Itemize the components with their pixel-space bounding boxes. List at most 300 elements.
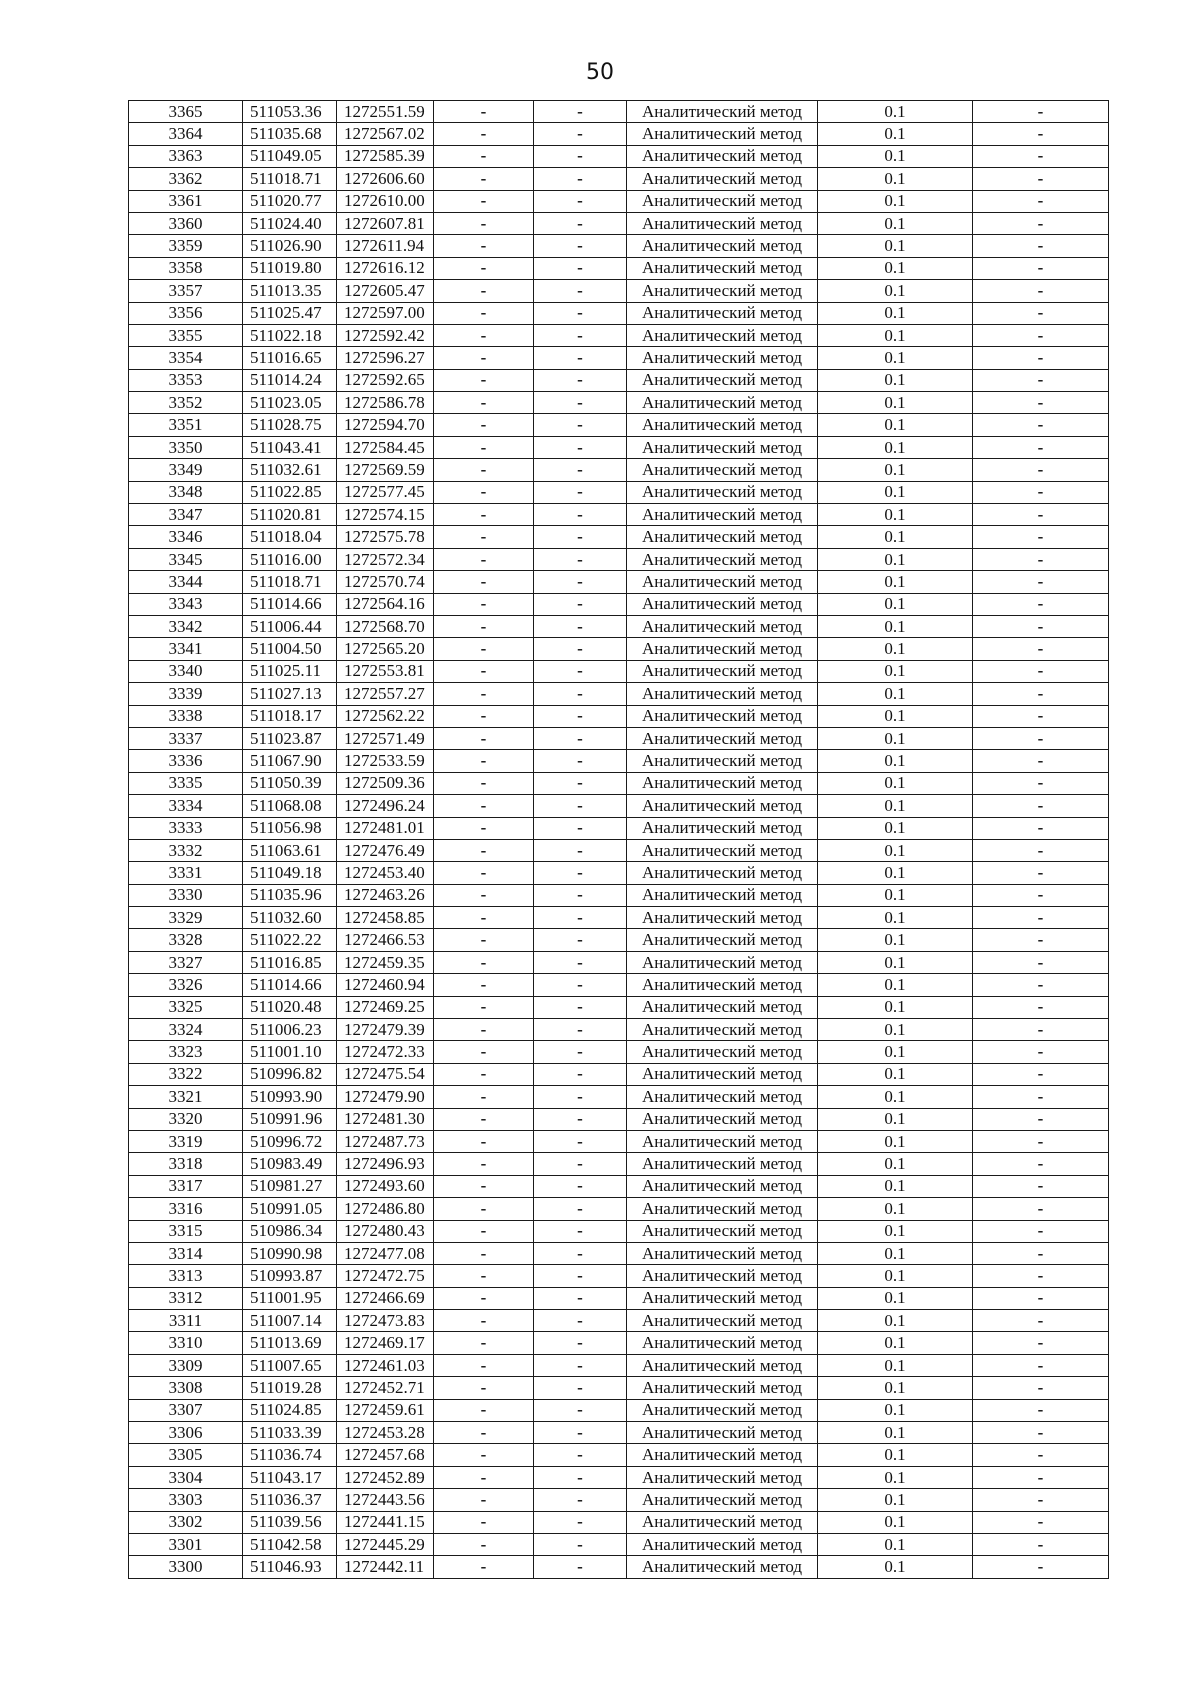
point-number-cell: 3305 — [129, 1444, 243, 1466]
y-coordinate-cell: 1272557.27 — [337, 683, 434, 705]
method-cell: Аналитический метод — [627, 1332, 818, 1354]
method-cell: Аналитический метод — [627, 1153, 818, 1175]
table-row — [129, 414, 1109, 436]
method-cell: Аналитический метод — [627, 257, 818, 279]
x-coordinate-cell: 511049.18 — [243, 862, 337, 884]
x-coordinate-cell: 511039.56 — [243, 1511, 337, 1533]
accuracy-cell: 0.1 — [818, 414, 973, 436]
y-coordinate-cell: 1272570.74 — [337, 571, 434, 593]
y-coordinate-cell: 1272463.26 — [337, 884, 434, 906]
empty-field-cell: - — [534, 1287, 627, 1309]
y-coordinate-cell: 1272509.36 — [337, 772, 434, 794]
empty-field-cell: - — [973, 459, 1109, 481]
empty-field-cell: - — [973, 817, 1109, 839]
accuracy-cell: 0.1 — [818, 705, 973, 727]
empty-field-cell: - — [534, 996, 627, 1018]
table-row — [129, 1556, 1109, 1578]
point-number-cell: 3358 — [129, 257, 243, 279]
y-coordinate-cell: 1272496.24 — [337, 795, 434, 817]
empty-field-cell: - — [973, 1556, 1109, 1578]
empty-field-cell: - — [973, 795, 1109, 817]
method-cell: Аналитический метод — [627, 1086, 818, 1108]
empty-field-cell: - — [973, 101, 1109, 123]
accuracy-cell: 0.1 — [818, 1287, 973, 1309]
table-row — [129, 123, 1109, 145]
empty-field-cell: - — [434, 1242, 534, 1264]
empty-field-cell: - — [973, 1466, 1109, 1488]
empty-field-cell: - — [534, 235, 627, 257]
empty-field-cell: - — [534, 750, 627, 772]
empty-field-cell: - — [534, 1511, 627, 1533]
y-coordinate-cell: 1272479.39 — [337, 1019, 434, 1041]
empty-field-cell: - — [973, 638, 1109, 660]
point-number-cell: 3318 — [129, 1153, 243, 1175]
point-number-cell: 3338 — [129, 705, 243, 727]
y-coordinate-cell: 1272572.34 — [337, 548, 434, 570]
method-cell: Аналитический метод — [627, 727, 818, 749]
y-coordinate-cell: 1272466.53 — [337, 929, 434, 951]
point-number-cell: 3306 — [129, 1422, 243, 1444]
empty-field-cell: - — [973, 1265, 1109, 1287]
table-row — [129, 795, 1109, 817]
empty-field-cell: - — [973, 907, 1109, 929]
empty-field-cell: - — [534, 1377, 627, 1399]
empty-field-cell: - — [973, 1063, 1109, 1085]
x-coordinate-cell: 511013.69 — [243, 1332, 337, 1354]
accuracy-cell: 0.1 — [818, 660, 973, 682]
method-cell: Аналитический метод — [627, 660, 818, 682]
accuracy-cell: 0.1 — [818, 571, 973, 593]
accuracy-cell: 0.1 — [818, 1534, 973, 1556]
empty-field-cell: - — [534, 1019, 627, 1041]
y-coordinate-cell: 1272443.56 — [337, 1489, 434, 1511]
x-coordinate-cell: 511016.65 — [243, 347, 337, 369]
accuracy-cell: 0.1 — [818, 795, 973, 817]
empty-field-cell: - — [534, 1220, 627, 1242]
method-cell: Аналитический метод — [627, 1444, 818, 1466]
empty-field-cell: - — [434, 839, 534, 861]
table-row — [129, 436, 1109, 458]
empty-field-cell: - — [973, 1130, 1109, 1152]
method-cell: Аналитический метод — [627, 504, 818, 526]
point-number-cell: 3319 — [129, 1130, 243, 1152]
y-coordinate-cell: 1272606.60 — [337, 168, 434, 190]
accuracy-cell: 0.1 — [818, 974, 973, 996]
x-coordinate-cell: 511018.04 — [243, 526, 337, 548]
x-coordinate-cell: 510996.82 — [243, 1063, 337, 1085]
x-coordinate-cell: 510993.90 — [243, 1086, 337, 1108]
method-cell: Аналитический метод — [627, 1108, 818, 1130]
method-cell: Аналитический метод — [627, 1198, 818, 1220]
empty-field-cell: - — [434, 1041, 534, 1063]
empty-field-cell: - — [434, 929, 534, 951]
method-cell: Аналитический метод — [627, 1466, 818, 1488]
accuracy-cell: 0.1 — [818, 369, 973, 391]
method-cell: Аналитический метод — [627, 190, 818, 212]
point-number-cell: 3324 — [129, 1019, 243, 1041]
empty-field-cell: - — [434, 1019, 534, 1041]
empty-field-cell: - — [434, 1556, 534, 1578]
method-cell: Аналитический метод — [627, 392, 818, 414]
empty-field-cell: - — [534, 436, 627, 458]
accuracy-cell: 0.1 — [818, 459, 973, 481]
point-number-cell: 3362 — [129, 168, 243, 190]
empty-field-cell: - — [534, 593, 627, 615]
y-coordinate-cell: 1272459.35 — [337, 951, 434, 973]
x-coordinate-cell: 511049.05 — [243, 145, 337, 167]
y-coordinate-cell: 1272452.71 — [337, 1377, 434, 1399]
table-row — [129, 1130, 1109, 1152]
empty-field-cell: - — [434, 705, 534, 727]
method-cell: Аналитический метод — [627, 1287, 818, 1309]
table-row — [129, 235, 1109, 257]
method-cell: Аналитический метод — [627, 683, 818, 705]
accuracy-cell: 0.1 — [818, 392, 973, 414]
table-row — [129, 369, 1109, 391]
empty-field-cell: - — [973, 1489, 1109, 1511]
x-coordinate-cell: 511035.96 — [243, 884, 337, 906]
y-coordinate-cell: 1272605.47 — [337, 280, 434, 302]
y-coordinate-cell: 1272486.80 — [337, 1198, 434, 1220]
empty-field-cell: - — [434, 324, 534, 346]
accuracy-cell: 0.1 — [818, 638, 973, 660]
y-coordinate-cell: 1272564.16 — [337, 593, 434, 615]
empty-field-cell: - — [534, 907, 627, 929]
table-row — [129, 1265, 1109, 1287]
empty-field-cell: - — [534, 683, 627, 705]
accuracy-cell: 0.1 — [818, 190, 973, 212]
point-number-cell: 3359 — [129, 235, 243, 257]
point-number-cell: 3345 — [129, 548, 243, 570]
point-number-cell: 3308 — [129, 1377, 243, 1399]
x-coordinate-cell: 511024.40 — [243, 212, 337, 234]
empty-field-cell: - — [973, 1511, 1109, 1533]
method-cell: Аналитический метод — [627, 436, 818, 458]
method-cell: Аналитический метод — [627, 1511, 818, 1533]
x-coordinate-cell: 511068.08 — [243, 795, 337, 817]
table-row — [129, 302, 1109, 324]
accuracy-cell: 0.1 — [818, 1220, 973, 1242]
point-number-cell: 3303 — [129, 1489, 243, 1511]
y-coordinate-cell: 1272596.27 — [337, 347, 434, 369]
empty-field-cell: - — [434, 369, 534, 391]
table-row — [129, 996, 1109, 1018]
accuracy-cell: 0.1 — [818, 235, 973, 257]
empty-field-cell: - — [434, 347, 534, 369]
table-row — [129, 1041, 1109, 1063]
method-cell: Аналитический метод — [627, 1354, 818, 1376]
method-cell: Аналитический метод — [627, 1019, 818, 1041]
table-row — [129, 683, 1109, 705]
y-coordinate-cell: 1272493.60 — [337, 1175, 434, 1197]
y-coordinate-cell: 1272567.02 — [337, 123, 434, 145]
empty-field-cell: - — [434, 190, 534, 212]
x-coordinate-cell: 511014.66 — [243, 974, 337, 996]
accuracy-cell: 0.1 — [818, 929, 973, 951]
accuracy-cell: 0.1 — [818, 772, 973, 794]
table-row — [129, 1019, 1109, 1041]
empty-field-cell: - — [534, 1466, 627, 1488]
point-number-cell: 3316 — [129, 1198, 243, 1220]
accuracy-cell: 0.1 — [818, 1377, 973, 1399]
empty-field-cell: - — [434, 1399, 534, 1421]
point-number-cell: 3346 — [129, 526, 243, 548]
empty-field-cell: - — [434, 526, 534, 548]
empty-field-cell: - — [973, 504, 1109, 526]
point-number-cell: 3331 — [129, 862, 243, 884]
y-coordinate-cell: 1272592.65 — [337, 369, 434, 391]
empty-field-cell: - — [434, 660, 534, 682]
empty-field-cell: - — [973, 593, 1109, 615]
accuracy-cell: 0.1 — [818, 1086, 973, 1108]
method-cell: Аналитический метод — [627, 414, 818, 436]
table-row — [129, 907, 1109, 929]
empty-field-cell: - — [973, 235, 1109, 257]
accuracy-cell: 0.1 — [818, 1466, 973, 1488]
y-coordinate-cell: 1272584.45 — [337, 436, 434, 458]
method-cell: Аналитический метод — [627, 839, 818, 861]
empty-field-cell: - — [534, 1175, 627, 1197]
method-cell: Аналитический метод — [627, 481, 818, 503]
empty-field-cell: - — [534, 459, 627, 481]
point-number-cell: 3353 — [129, 369, 243, 391]
empty-field-cell: - — [534, 257, 627, 279]
method-cell: Аналитический метод — [627, 1489, 818, 1511]
method-cell: Аналитический метод — [627, 907, 818, 929]
y-coordinate-cell: 1272574.15 — [337, 504, 434, 526]
empty-field-cell: - — [973, 1086, 1109, 1108]
empty-field-cell: - — [534, 638, 627, 660]
y-coordinate-cell: 1272616.12 — [337, 257, 434, 279]
method-cell: Аналитический метод — [627, 1175, 818, 1197]
accuracy-cell: 0.1 — [818, 1108, 973, 1130]
empty-field-cell: - — [434, 1220, 534, 1242]
empty-field-cell: - — [434, 817, 534, 839]
empty-field-cell: - — [973, 660, 1109, 682]
empty-field-cell: - — [534, 1041, 627, 1063]
empty-field-cell: - — [534, 1422, 627, 1444]
empty-field-cell: - — [434, 280, 534, 302]
empty-field-cell: - — [973, 839, 1109, 861]
empty-field-cell: - — [973, 257, 1109, 279]
method-cell: Аналитический метод — [627, 772, 818, 794]
empty-field-cell: - — [973, 168, 1109, 190]
accuracy-cell: 0.1 — [818, 257, 973, 279]
y-coordinate-cell: 1272472.33 — [337, 1041, 434, 1063]
point-number-cell: 3329 — [129, 907, 243, 929]
table-row — [129, 1220, 1109, 1242]
method-cell: Аналитический метод — [627, 212, 818, 234]
x-coordinate-cell: 511032.61 — [243, 459, 337, 481]
accuracy-cell: 0.1 — [818, 1153, 973, 1175]
x-coordinate-cell: 511016.85 — [243, 951, 337, 973]
empty-field-cell: - — [534, 817, 627, 839]
accuracy-cell: 0.1 — [818, 1332, 973, 1354]
x-coordinate-cell: 511050.39 — [243, 772, 337, 794]
table-row — [129, 638, 1109, 660]
empty-field-cell: - — [973, 302, 1109, 324]
empty-field-cell: - — [534, 1354, 627, 1376]
point-number-cell: 3351 — [129, 414, 243, 436]
method-cell: Аналитический метод — [627, 1242, 818, 1264]
point-number-cell: 3337 — [129, 727, 243, 749]
x-coordinate-cell: 511016.00 — [243, 548, 337, 570]
y-coordinate-cell: 1272481.30 — [337, 1108, 434, 1130]
empty-field-cell: - — [973, 705, 1109, 727]
y-coordinate-cell: 1272586.78 — [337, 392, 434, 414]
y-coordinate-cell: 1272469.17 — [337, 1332, 434, 1354]
empty-field-cell: - — [534, 705, 627, 727]
table-row — [129, 1399, 1109, 1421]
table-row — [129, 168, 1109, 190]
empty-field-cell: - — [534, 302, 627, 324]
point-number-cell: 3354 — [129, 347, 243, 369]
table-row — [129, 1332, 1109, 1354]
point-number-cell: 3365 — [129, 101, 243, 123]
empty-field-cell: - — [973, 571, 1109, 593]
empty-field-cell: - — [534, 548, 627, 570]
empty-field-cell: - — [534, 280, 627, 302]
x-coordinate-cell: 511019.28 — [243, 1377, 337, 1399]
method-cell: Аналитический метод — [627, 817, 818, 839]
empty-field-cell: - — [434, 1444, 534, 1466]
x-coordinate-cell: 511043.41 — [243, 436, 337, 458]
table-row — [129, 504, 1109, 526]
x-coordinate-cell: 510986.34 — [243, 1220, 337, 1242]
empty-field-cell: - — [434, 615, 534, 637]
table-row — [129, 660, 1109, 682]
empty-field-cell: - — [534, 660, 627, 682]
empty-field-cell: - — [434, 1422, 534, 1444]
method-cell: Аналитический метод — [627, 593, 818, 615]
y-coordinate-cell: 1272469.25 — [337, 996, 434, 1018]
empty-field-cell: - — [434, 571, 534, 593]
method-cell: Аналитический метод — [627, 1130, 818, 1152]
empty-field-cell: - — [534, 123, 627, 145]
method-cell: Аналитический метод — [627, 795, 818, 817]
empty-field-cell: - — [973, 884, 1109, 906]
x-coordinate-cell: 511022.22 — [243, 929, 337, 951]
empty-field-cell: - — [434, 1086, 534, 1108]
method-cell: Аналитический метод — [627, 571, 818, 593]
accuracy-cell: 0.1 — [818, 817, 973, 839]
table-row — [129, 1354, 1109, 1376]
empty-field-cell: - — [434, 414, 534, 436]
y-coordinate-cell: 1272475.54 — [337, 1063, 434, 1085]
empty-field-cell: - — [973, 1198, 1109, 1220]
table-row — [129, 1242, 1109, 1264]
table-row — [129, 615, 1109, 637]
empty-field-cell: - — [534, 1242, 627, 1264]
accuracy-cell: 0.1 — [818, 750, 973, 772]
x-coordinate-cell: 511001.95 — [243, 1287, 337, 1309]
empty-field-cell: - — [534, 1153, 627, 1175]
table-row — [129, 347, 1109, 369]
empty-field-cell: - — [534, 1489, 627, 1511]
accuracy-cell: 0.1 — [818, 1041, 973, 1063]
empty-field-cell: - — [973, 862, 1109, 884]
accuracy-cell: 0.1 — [818, 1242, 973, 1264]
accuracy-cell: 0.1 — [818, 996, 973, 1018]
empty-field-cell: - — [534, 526, 627, 548]
empty-field-cell: - — [534, 1310, 627, 1332]
empty-field-cell: - — [534, 1265, 627, 1287]
table-row — [129, 1511, 1109, 1533]
y-coordinate-cell: 1272577.45 — [337, 481, 434, 503]
empty-field-cell: - — [434, 907, 534, 929]
point-number-cell: 3304 — [129, 1466, 243, 1488]
x-coordinate-cell: 510993.87 — [243, 1265, 337, 1287]
x-coordinate-cell: 511020.77 — [243, 190, 337, 212]
point-number-cell: 3364 — [129, 123, 243, 145]
empty-field-cell: - — [534, 1108, 627, 1130]
method-cell: Аналитический метод — [627, 996, 818, 1018]
x-coordinate-cell: 511018.71 — [243, 168, 337, 190]
x-coordinate-cell: 510990.98 — [243, 1242, 337, 1264]
empty-field-cell: - — [534, 1130, 627, 1152]
empty-field-cell: - — [973, 1444, 1109, 1466]
empty-field-cell: - — [534, 504, 627, 526]
method-cell: Аналитический метод — [627, 101, 818, 123]
accuracy-cell: 0.1 — [818, 862, 973, 884]
accuracy-cell: 0.1 — [818, 347, 973, 369]
table-row — [129, 727, 1109, 749]
point-number-cell: 3328 — [129, 929, 243, 951]
point-number-cell: 3300 — [129, 1556, 243, 1578]
table-row — [129, 951, 1109, 973]
coordinates-table-body — [129, 101, 1109, 1579]
y-coordinate-cell: 1272568.70 — [337, 615, 434, 637]
y-coordinate-cell: 1272553.81 — [337, 660, 434, 682]
y-coordinate-cell: 1272472.75 — [337, 1265, 434, 1287]
empty-field-cell: - — [534, 929, 627, 951]
point-number-cell: 3339 — [129, 683, 243, 705]
point-number-cell: 3336 — [129, 750, 243, 772]
y-coordinate-cell: 1272571.49 — [337, 727, 434, 749]
accuracy-cell: 0.1 — [818, 839, 973, 861]
empty-field-cell: - — [434, 862, 534, 884]
y-coordinate-cell: 1272487.73 — [337, 1130, 434, 1152]
method-cell: Аналитический метод — [627, 750, 818, 772]
method-cell: Аналитический метод — [627, 705, 818, 727]
empty-field-cell: - — [434, 638, 534, 660]
point-number-cell: 3334 — [129, 795, 243, 817]
y-coordinate-cell: 1272453.28 — [337, 1422, 434, 1444]
x-coordinate-cell: 511067.90 — [243, 750, 337, 772]
x-coordinate-cell: 511006.44 — [243, 615, 337, 637]
accuracy-cell: 0.1 — [818, 280, 973, 302]
accuracy-cell: 0.1 — [818, 302, 973, 324]
empty-field-cell: - — [434, 1153, 534, 1175]
empty-field-cell: - — [534, 1198, 627, 1220]
y-coordinate-cell: 1272610.00 — [337, 190, 434, 212]
point-number-cell: 3330 — [129, 884, 243, 906]
method-cell: Аналитический метод — [627, 615, 818, 637]
empty-field-cell: - — [973, 1354, 1109, 1376]
empty-field-cell: - — [534, 1063, 627, 1085]
empty-field-cell: - — [973, 1422, 1109, 1444]
point-number-cell: 3321 — [129, 1086, 243, 1108]
x-coordinate-cell: 511033.39 — [243, 1422, 337, 1444]
x-coordinate-cell: 511013.35 — [243, 280, 337, 302]
y-coordinate-cell: 1272597.00 — [337, 302, 434, 324]
method-cell: Аналитический метод — [627, 1534, 818, 1556]
table-row — [129, 1489, 1109, 1511]
accuracy-cell: 0.1 — [818, 1130, 973, 1152]
table-row — [129, 772, 1109, 794]
x-coordinate-cell: 511001.10 — [243, 1041, 337, 1063]
empty-field-cell: - — [434, 257, 534, 279]
